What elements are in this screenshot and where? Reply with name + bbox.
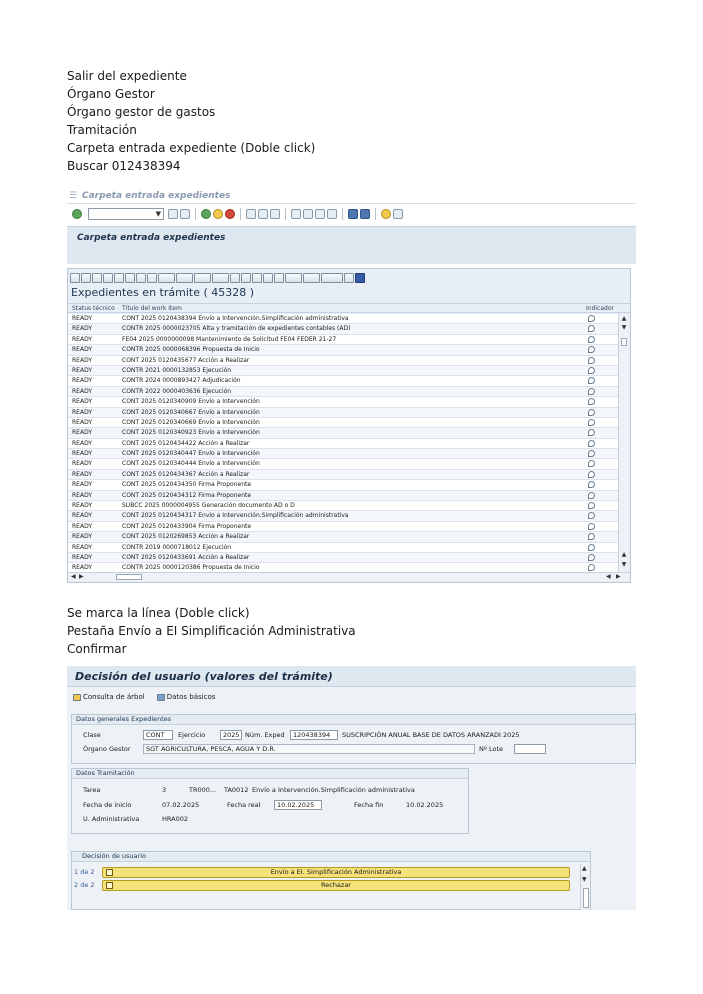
row-status: READY	[72, 366, 93, 374]
decision-icon	[106, 869, 113, 876]
fecha-inicio-value: 07.02.2025	[162, 801, 200, 809]
workflow-icon[interactable]	[92, 273, 102, 283]
table-row[interactable]	[68, 501, 618, 511]
indicator-icon	[588, 471, 595, 478]
print-icon[interactable]	[246, 209, 256, 219]
shortcut-icon[interactable]	[360, 209, 370, 219]
tarea-id: TA0012	[224, 786, 249, 794]
fecha-fin-value: 10.02.2025	[406, 801, 444, 809]
instruction-line: Órgano gestor de gastos	[67, 105, 216, 119]
basic-data-icon	[157, 694, 165, 701]
change-layout-icon[interactable]	[321, 273, 343, 283]
scroll-left-icon[interactable]: ◀	[606, 573, 611, 580]
cancel-icon[interactable]	[225, 209, 235, 219]
screenshot-decision-usuario	[67, 666, 636, 910]
window-icon: ☰	[69, 191, 78, 201]
indicator-icon	[588, 481, 595, 488]
row-status: READY	[72, 356, 93, 364]
instruction-line: Órgano Gestor	[67, 87, 155, 101]
details-icon[interactable]	[70, 273, 80, 283]
row-title: CONTR 2025 0000023705 Alta y tramitación de expedientes contables (AD)	[122, 325, 351, 333]
table-row[interactable]	[68, 511, 618, 521]
dropdown-arrow-icon[interactable]: ▼	[155, 210, 161, 218]
tarea-label: Tarea	[83, 786, 101, 794]
back-green-icon[interactable]	[201, 209, 211, 219]
instruction-line: Carpeta entrada expediente (Doble click)	[67, 141, 316, 155]
row-title: CONT 2025 0120340447 Envío a Intervención	[122, 450, 260, 458]
information-icon[interactable]	[344, 273, 354, 283]
table-row[interactable]	[68, 376, 618, 386]
table-row[interactable]	[68, 418, 618, 428]
decision-label: Rechazar	[321, 881, 351, 889]
refresh-icon[interactable]	[81, 273, 91, 283]
indicator-icon	[588, 533, 595, 540]
indicator-icon	[588, 346, 595, 353]
basic-data-label: Datos básicos	[166, 693, 216, 701]
screen-header	[67, 226, 636, 264]
indicator-icon	[588, 336, 595, 343]
lote-label: Nº Lote	[479, 745, 504, 753]
command-field[interactable]	[88, 208, 164, 220]
row-title: CONT 2025 0120340444 Envío a Intervención	[122, 460, 260, 468]
find-icon[interactable]	[258, 209, 268, 219]
decision-icon	[106, 882, 113, 889]
row-status: READY	[72, 418, 93, 426]
abc-analysis-icon[interactable]	[252, 273, 262, 283]
row-title: CONT 2025 0120434422 Acción a Realizar	[122, 439, 250, 447]
row-title: CONT 2025 0120340923 Envío a Intervención	[122, 429, 260, 437]
group-general-data	[71, 714, 636, 764]
spreadsheet-icon[interactable]	[274, 273, 284, 283]
row-status: READY	[72, 439, 93, 447]
tree-view-button[interactable]	[73, 693, 145, 701]
row-status: READY	[72, 481, 93, 489]
row-status: READY	[72, 564, 93, 572]
decision-scrollbar[interactable]	[580, 864, 590, 910]
table-row[interactable]	[68, 428, 618, 438]
indicator-icon	[588, 357, 595, 364]
row-status: READY	[72, 377, 93, 385]
indicator-icon	[588, 492, 595, 499]
toolbar-divider	[342, 208, 343, 220]
table-row[interactable]	[68, 532, 618, 542]
num-exped-label: Núm. Exped	[245, 731, 285, 739]
last-page-icon[interactable]	[327, 209, 337, 219]
standard-toolbar	[67, 206, 636, 222]
window-title: Carpeta entrada expedientes	[82, 191, 231, 201]
next-page-icon[interactable]	[315, 209, 325, 219]
row-title: CONTR 2025 0000068396 Propuesta de Inicio	[122, 346, 260, 354]
sort-asc-icon[interactable]	[125, 273, 135, 283]
row-status: READY	[72, 470, 93, 478]
row-title: FE04 2025 0000000098 Mantenimiento de Solicitud FE04 FEDER 21-27	[122, 335, 337, 343]
application-toolbar	[67, 689, 636, 705]
find-next-icon[interactable]	[270, 209, 280, 219]
organo-label: Órgano Gestor	[83, 745, 131, 753]
row-status: READY	[72, 325, 93, 333]
scroll-up-icon[interactable]: ▲	[621, 315, 627, 322]
info-blue-icon[interactable]	[355, 273, 365, 283]
table-row[interactable]	[68, 491, 618, 501]
row-title: CONT 2025 0120269853 Acción a Realizar	[122, 533, 250, 541]
help-icon[interactable]	[381, 209, 391, 219]
sum-menu-icon[interactable]	[212, 273, 229, 283]
find-grid-icon[interactable]	[147, 273, 157, 283]
row-status: READY	[72, 450, 93, 458]
column-title[interactable]: Título del work item	[122, 305, 182, 312]
decision-index: 2 de 2	[74, 881, 95, 889]
fecha-real-field[interactable]: 10.02.2025	[274, 800, 322, 810]
table-row[interactable]	[68, 366, 618, 376]
table-row[interactable]	[68, 470, 618, 480]
row-status: READY	[72, 335, 93, 343]
screenshot-carpeta-entrada	[67, 188, 636, 586]
grid-title: Expedientes en trámite ( 45328 )	[71, 286, 255, 299]
row-title: CONTR 2019 0000718012 Ejecución	[122, 543, 232, 551]
scroll-left-icon[interactable]: ◀	[71, 573, 76, 580]
scroll-down-icon[interactable]: ▼	[582, 876, 587, 883]
num-exped-field[interactable]: 120438394	[290, 730, 338, 740]
tarea-number: 3	[162, 786, 167, 794]
column-status[interactable]: Status técnico	[72, 305, 115, 312]
grid-column-header	[68, 303, 630, 313]
row-title: CONTR 2021 0000132853 Ejecución	[122, 366, 232, 374]
row-status: READY	[72, 398, 93, 406]
row-title: CONT 2025 0120434312 Firma Proponente	[122, 491, 252, 499]
toolbar-divider	[195, 208, 196, 220]
indicator-icon	[588, 544, 595, 551]
group-decision	[71, 851, 591, 910]
screen-title: Decisión del usuario (valores del trámite)	[75, 670, 333, 683]
scroll-thumb[interactable]	[116, 574, 142, 580]
fecha-fin-label: Fecha fin	[354, 801, 384, 809]
table-row[interactable]	[68, 439, 618, 449]
indicator-icon	[588, 523, 595, 530]
indicator-icon	[588, 440, 595, 447]
indicator-icon	[588, 450, 595, 457]
ua-value: HRA002	[162, 815, 188, 823]
toolbar-divider	[240, 208, 241, 220]
window-title-bar	[67, 188, 636, 204]
row-title: CONT 2025 0120433904 Firma Proponente	[122, 522, 252, 530]
row-title: CONT 2025 0120434317 Envío a Intervención.Simplificación administrativa	[122, 512, 349, 520]
row-status: READY	[72, 387, 93, 395]
table-row[interactable]	[68, 335, 618, 345]
organo-field[interactable]: SGT AGRICULTURA, PESCA, AGUA Y D.R.	[143, 744, 475, 754]
indicator-icon	[588, 564, 595, 571]
table-row[interactable]	[68, 543, 618, 553]
instructions-top	[67, 67, 315, 175]
indicator-icon	[588, 315, 595, 322]
indicator-icon	[588, 367, 595, 374]
instruction-line: Se marca la línea (Doble click)	[67, 606, 250, 620]
screen-title: Carpeta entrada expedientes	[77, 233, 226, 243]
row-status: READY	[72, 502, 93, 510]
fecha-inicio-label: Fecha de inicio	[83, 801, 132, 809]
group-tramitacion	[71, 768, 469, 834]
row-status: READY	[72, 491, 93, 499]
select-menu-icon[interactable]	[158, 273, 175, 283]
indicator-icon	[588, 502, 595, 509]
screen-header	[67, 666, 636, 687]
tree-icon	[73, 694, 81, 701]
first-page-icon[interactable]	[291, 209, 301, 219]
decision-index: 1 de 2	[74, 868, 95, 876]
table-row[interactable]	[68, 314, 618, 324]
row-status: READY	[72, 533, 93, 541]
indicator-icon	[588, 429, 595, 436]
indicator-icon	[588, 377, 595, 384]
scroll-down-icon[interactable]: ▼	[621, 561, 627, 568]
column-indicator[interactable]: Indicador	[586, 305, 614, 312]
indicator-icon	[588, 512, 595, 519]
instructions-middle	[67, 604, 356, 658]
forward-icon[interactable]	[114, 273, 124, 283]
table-row[interactable]	[68, 324, 618, 334]
row-status: READY	[72, 512, 93, 520]
table-row[interactable]	[68, 449, 618, 459]
scroll-up-icon[interactable]: ▲	[621, 551, 627, 558]
row-status: READY	[72, 522, 93, 530]
table-row[interactable]	[68, 408, 618, 418]
clase-label: Clase	[83, 731, 101, 739]
grid-rows	[68, 314, 618, 574]
layout-icon[interactable]	[393, 209, 403, 219]
row-title: CONT 2025 0120434367 Acción a Realizar	[122, 470, 250, 478]
exit-icon[interactable]	[213, 209, 223, 219]
tree-view-label: Consulta de árbol	[83, 693, 145, 701]
indicator-icon	[588, 554, 595, 561]
table-row[interactable]	[68, 459, 618, 469]
table-row[interactable]	[68, 387, 618, 397]
ua-label: U. Administrativa	[83, 815, 140, 823]
row-status: READY	[72, 553, 93, 561]
scroll-thumb[interactable]	[621, 338, 627, 346]
indicator-icon	[588, 419, 595, 426]
row-status: READY	[72, 346, 93, 354]
row-title: CONT 2025 0120340909 Envío a Intervención	[122, 398, 260, 406]
export-icon[interactable]	[241, 273, 251, 283]
row-title: CONTR 2022 0000403636 Ejecución	[122, 387, 232, 395]
scroll-right-icon[interactable]: ▶	[616, 573, 621, 580]
toolbar-divider	[375, 208, 376, 220]
row-title: CONT 2025 0120340669 Envío a Intervención	[122, 418, 260, 426]
group-title: Decisión de usuario	[72, 852, 590, 862]
group-title: Datos Tramitación	[72, 769, 468, 779]
row-title: CONT 2025 0120435677 Acción a Realizar	[122, 356, 250, 364]
row-title: SUBCC 2025 0000004955 Generación documento AD o D	[122, 502, 295, 510]
scroll-up-icon[interactable]: ▲	[582, 865, 587, 872]
vertical-scrollbar[interactable]	[618, 314, 628, 572]
new-session-icon[interactable]	[348, 209, 358, 219]
row-status: READY	[72, 408, 93, 416]
fecha-real-label: Fecha real	[227, 801, 261, 809]
ejercicio-label: Ejercicio	[178, 731, 206, 739]
group-title: Datos generales Expedientes	[72, 715, 635, 725]
enter-icon[interactable]	[72, 209, 82, 219]
decision-reject-button[interactable]	[102, 880, 570, 891]
row-title: CONT 2025 0120433691 Acción a Realizar	[122, 553, 250, 561]
graphic-icon[interactable]	[263, 273, 273, 283]
row-status: READY	[72, 315, 93, 322]
row-title: CONT 2025 0120438394 Envío a Intervención.Simplificación administrativa	[122, 315, 349, 322]
scroll-down-icon[interactable]: ▼	[621, 324, 627, 331]
toolbar-divider	[285, 208, 286, 220]
layout-menu-icon[interactable]	[303, 273, 320, 283]
row-status: READY	[72, 460, 93, 468]
instruction-line: Confirmar	[67, 642, 127, 656]
decision-option	[72, 880, 572, 891]
horizontal-scrollbar[interactable]	[68, 572, 630, 581]
print-grid-icon[interactable]	[230, 273, 240, 283]
indicator-icon	[588, 388, 595, 395]
sort-desc-icon[interactable]	[136, 273, 146, 283]
instruction-line: Pestaña Envío a EI Simplificación Administrativa	[67, 624, 356, 638]
table-row[interactable]	[68, 397, 618, 407]
indicator-icon	[588, 398, 595, 405]
word-menu-icon[interactable]	[285, 273, 302, 283]
basic-data-button[interactable]	[157, 693, 216, 701]
instruction-line: Salir del expediente	[67, 69, 187, 83]
row-status: READY	[72, 543, 93, 551]
table-row[interactable]	[68, 345, 618, 355]
scroll-right-icon[interactable]: ▶	[79, 573, 84, 580]
previous-page-icon[interactable]	[303, 209, 313, 219]
decision-send-button[interactable]	[102, 867, 570, 878]
alv-toolbar	[70, 271, 628, 284]
instruction-line: Tramitación	[67, 123, 137, 137]
decision-label: Envío a EI. Simplificación Administrativa	[270, 868, 402, 876]
tarea-description: Envío a Intervención.Simplificación administrativa	[252, 786, 415, 794]
row-title: CONTR 2025 0000120386 Propuesta de Inicio	[122, 564, 260, 572]
filter-menu-icon[interactable]	[194, 273, 211, 283]
indicator-icon	[588, 460, 595, 467]
table-row[interactable]	[68, 553, 618, 563]
alv-grid-panel	[67, 268, 631, 583]
row-title: CONT 2025 0120340667 Envío a Intervención	[122, 408, 260, 416]
indicator-icon	[588, 325, 595, 332]
row-status: READY	[72, 429, 93, 437]
lote-field[interactable]	[514, 744, 546, 754]
ejercicio-field[interactable]: 2025	[220, 730, 242, 740]
table-row[interactable]	[68, 522, 618, 532]
tarea-code: TR000...	[189, 786, 217, 794]
scroll-thumb[interactable]	[583, 888, 589, 908]
row-title: CONTR 2024 0000893427 Adjudicación	[122, 377, 241, 385]
view-menu-icon[interactable]	[176, 273, 193, 283]
indicator-icon	[588, 409, 595, 416]
filter-icon[interactable]	[103, 273, 113, 283]
row-title: CONT 2025 0120434350 Firma Proponente	[122, 481, 252, 489]
table-row[interactable]	[68, 356, 618, 366]
table-row[interactable]	[68, 480, 618, 490]
decision-option	[72, 867, 572, 878]
exped-description: SUSCRIPCIÓN ANUAL BASE DE DATOS ARANZADI 2025	[342, 731, 520, 739]
instruction-line: Buscar 012438394	[67, 159, 181, 173]
clase-field[interactable]: CONT	[143, 730, 173, 740]
back-icon[interactable]	[168, 209, 178, 219]
save-icon[interactable]	[180, 209, 190, 219]
